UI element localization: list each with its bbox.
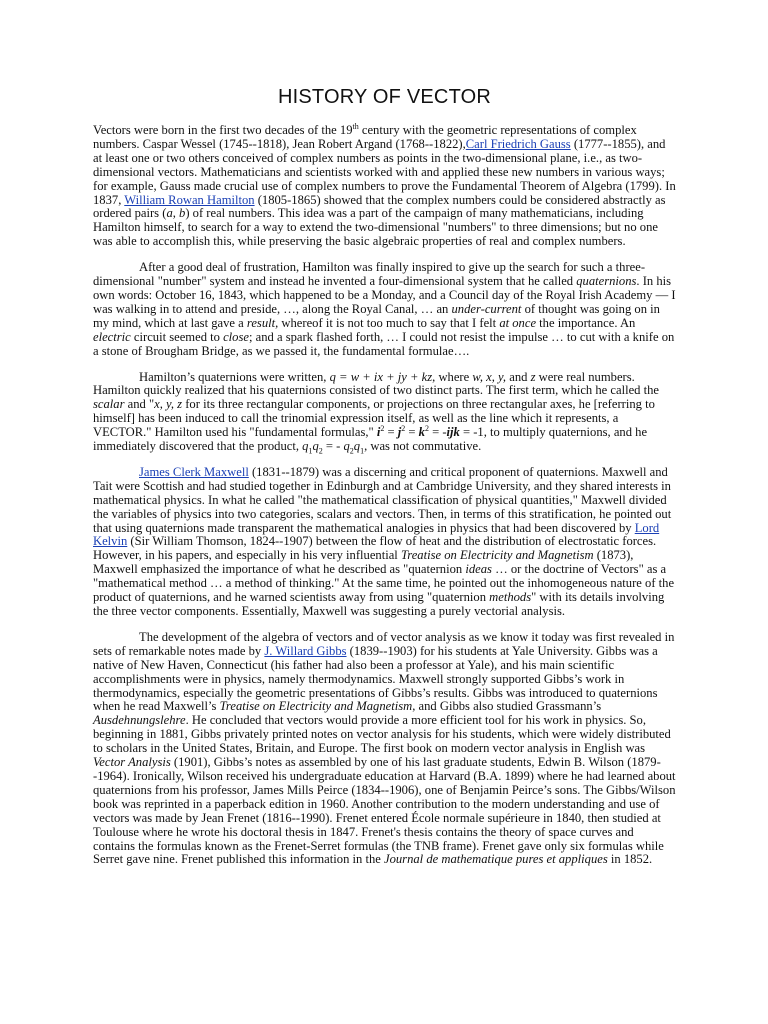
- link-carl-friedrich-gauss[interactable]: Carl Friedrich Gauss: [465, 136, 571, 151]
- paragraph-maxwell: James Clerk Maxwell (1831--1879) was a discerning and critical proponent of quaternions. Maxwell and Tait were Scottish and had studied together in Edinburgh and at Cambridge University, and they shared interests in mathematical physics. In what he called "the mathematical classification of physical quantities," Maxwell divided the variables of physics into two categories, scalars and vectors. Then, in terms of this stratification, he pointed out that using quaternions made transparent the mathematical analogies in physics that had been discovered by Lord Kelvin (Sir William Thomson, 1824--1907) between the flow of heat and the distribution of electrostatic forces. However, in his papers, and especially in his very influential Treatise on Electricity and Magnetism (1873), Maxwell emphasized the importance of what he described as "quaternion ideas … or the doctrine of Vectors" as a "mathematical method … a method of thinking." At the same time, he pointed out the inhomogeneous nature of the product of quaternions, and he warned scientists away from using "quaternion methods" with its details involving the three vector components. Essentially, Maxwell was suggesting a purely vectorial analysis.: [93, 464, 675, 618]
- page-title: HISTORY OF VECTOR: [277, 86, 492, 108]
- link-james-clerk-maxwell[interactable]: James Clerk Maxwell: [139, 464, 249, 479]
- link-lord-kelvin[interactable]: Lord Kelvin: [93, 520, 660, 549]
- paragraph-hamilton-formulas: Hamilton’s quaternions were written, q = w + ix + jy + kz, where w, x, y, and z were real numbers. Hamilton quickly realized that his quaternions consisted of two distinct parts. The first term, which he called the scalar and "x, y, z for its three rectangular components, or projections on three rectangular axes, he [referring to himself] has been induced to call the trinomial expression itself, as well as the line which it represents, a VECTOR." Hamilton used his "fundamental formulas," $i^2 = j^2 = k^2 = -ijk = -1$, to multiply quaternions, and he immediately discovered that the product, $q_1q_2$ = - $q_2q_1$, was not commutative.: [93, 369, 659, 456]
- paragraph-gibbs-frenet: The development of the algebra of vectors and of vector analysis as we know it today was first revealed in sets of remarkable notes made by J. Willard Gibbs (1839--1903) for his students at Yale University. Gibbs was a native of New Haven, Connecticut (his father had also been a professor at Yale), and his main scientific accomplishments were in physics, namely thermodynamics. Maxwell strongly supported Gibbs’s work in thermodynamics, especially the geometric presentations of Gibbs’s results. Gibbs was introduced to quaternions when he read Maxwell’s Treatise on Electricity and Magnetism, and Gibbs also studied Grassmann’s Ausdehnungslehre. He concluded that vectors would provide a more efficient tool for his work in physics. So, beginning in 1881, Gibbs privately printed notes on vector analysis for his students, which were widely distributed to scholars in the United States, Britain, and Europe. The first book on modern vector analysis in English was Vector Analysis (1901), Gibbs’s notes as assembled by one of his last graduate students, Edwin B. Wilson (1879--1964). Ironically, Wilson received his undergraduate education at Harvard (B.A. 1899) where he had learned about quaternions from his professor, James Mills Peirce (1834--1906), one of Benjamin Peirce’s sons. The Gibbs/Wilson book was reprinted in a paperback edition in 1960. Another contribution to the modern understanding and use of vectors was made by Jean Frenet (1816--1990). Frenet entered École normale supérieure in 1840, then studied at Toulouse where he wrote his doctoral thesis in 1847. Frenet's thesis contains the theory of space curves and contains the formulas known as the Frenet-Serret formulas (the TNB frame). Frenet gave only six formulas while Serret gave nine. Frenet published this information in the Journal de mathematique pures et appliques in 1852.: [93, 629, 676, 867]
- paragraph-quaternions-invention: After a good deal of frustration, Hamilton was finally inspired to give up the search for such a three-dimensional "number" system and instead he invented a four-dimensional system that he called quaternions. In his own words: October 16, 1843, which happened to be a Monday, and a Council day of the Royal Irish Academy — I was walking in to attend and preside, …, along the Royal Canal, … an under-current of thought was going on in my mind, which at last gave a result, whereof it is not too much to say that I felt at once the importance. An electric circuit seemed to close; and a spark flashed forth, … I could not resist the impulse … to cut with a knife on a stone of Brougham Bridge, as we passed it, the fundamental formulae….: [93, 260, 676, 358]
- paragraph-origins: Vectors were born in the first two decades of the 19th century with the geometric representations of complex numbers. Caspar Wessel (1745--1818), Jean Robert Argand (1768--1822),Carl Friedrich Gauss (1777--1855), and at least one or two others conceived of complex numbers as points in the two-dimensional plane, i.e., as two-dimensional vectors. Mathematicians and scientists worked with and applied these new numbers in various ways; for example, Gauss made crucial use of complex numbers to prove the Fundamental Theorem of Algebra (1799). In 1837, William Rowan Hamilton (1805-1865) showed that the complex numbers could be considered abstractly as ordered pairs (a, b) of real numbers. This idea was a part of the campaign of many mathematicians, including Hamilton himself, to search for a way to extend the two-dimensional "numbers" to three dimensions; but no one was able to accomplish this, while preserving the basic algebraic properties of real and complex numbers.: [93, 121, 676, 249]
- link-william-rowan-hamilton[interactable]: William Rowan Hamilton: [124, 192, 255, 207]
- link-j-willard-gibbs[interactable]: J. Willard Gibbs: [264, 643, 347, 658]
- quaternion-formula: q = w + ix + jy + kz: [329, 369, 433, 384]
